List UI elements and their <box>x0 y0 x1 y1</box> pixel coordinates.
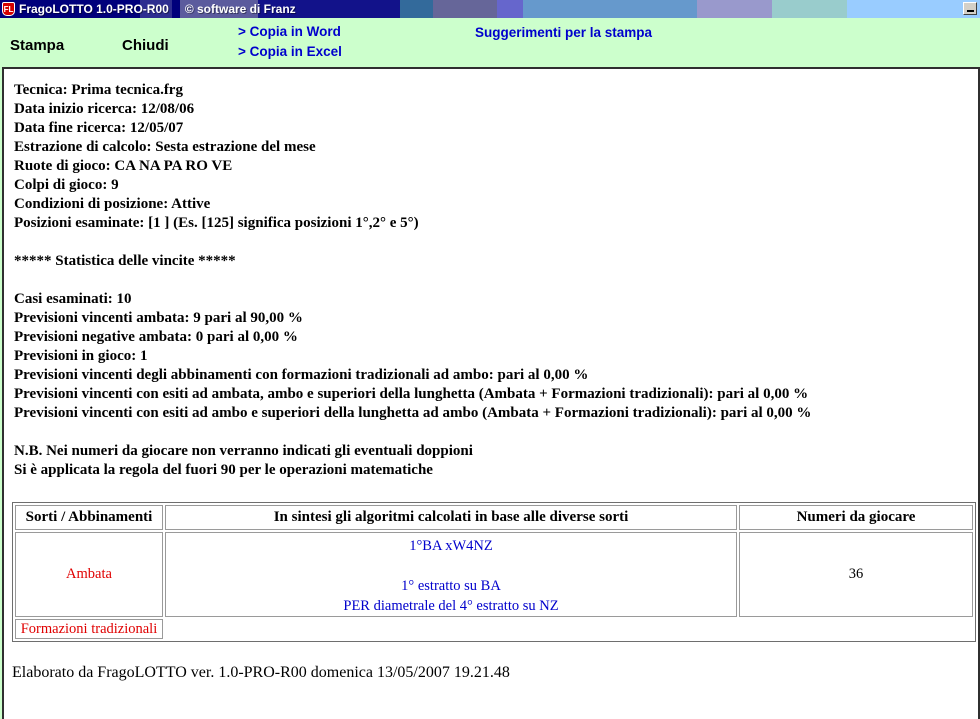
report-line <box>14 271 972 290</box>
table-header-row <box>15 505 973 530</box>
report-line: Data inizio ricerca: 12/08/06 <box>14 101 195 117</box>
report-line: Ruote di gioco: CA NA PA RO VE <box>14 158 233 174</box>
report-line <box>14 233 972 252</box>
algorithm-line: 1°BA xW4NZ <box>409 538 493 554</box>
header-sorti-abbinamenti: Sorti / Abbinamenti <box>15 505 163 530</box>
window-title: FragoLOTTO 1.0-PRO-R00 <box>19 2 169 16</box>
title-bar <box>0 0 980 18</box>
table-row-ambata <box>15 532 973 617</box>
report-panel <box>2 67 980 719</box>
report-line: Previsioni vincenti degli abbinamenti con formazioni tradizionali ad ambo: pari al 0,00 % <box>14 367 589 383</box>
report-text <box>4 69 978 480</box>
report-line: Casi esaminati: 10 <box>14 291 132 307</box>
report-line: Previsioni vincenti ambata: 9 pari al 90,00 % <box>14 310 303 326</box>
report-line: Condizioni di posizione: Attive <box>14 196 211 212</box>
minimize-button[interactable] <box>963 2 977 15</box>
cell-algorithm <box>165 532 737 617</box>
toolbar <box>0 18 980 67</box>
app-icon: FL <box>2 2 15 16</box>
report-line: Estrazione di calcolo: Sesta estrazione del mese <box>14 139 316 155</box>
results-table <box>12 502 976 642</box>
cell-numeri-da-giocare: 36 <box>739 532 973 617</box>
report-line: Previsioni negative ambata: 0 pari al 0,00 % <box>14 329 298 345</box>
minimize-icon <box>967 10 974 12</box>
copia-in-excel-link[interactable]: > Copia in Excel <box>238 44 342 59</box>
report-line: ***** Statistica delle vincite ***** <box>14 253 236 269</box>
header-numeri-da-giocare: Numeri da giocare <box>739 505 973 530</box>
table-row-formazioni <box>15 619 973 639</box>
empty-cell <box>165 619 973 639</box>
report-line: N.B. Nei numeri da giocare non verranno indicati gli eventuali doppioni <box>14 443 473 459</box>
report-line: Data fine ricerca: 12/05/07 <box>14 120 184 136</box>
report-line: Colpi di gioco: 9 <box>14 177 119 193</box>
chiudi-button[interactable]: Chiudi <box>122 37 169 54</box>
report-line: Previsioni vincenti con esiti ad ambo e superiori della lunghetta ad ambo (Ambata + Formazioni tradizionali): pari al 0,00 % <box>14 405 812 421</box>
report-line: Previsioni in gioco: 1 <box>14 348 148 364</box>
cell-sorte-ambata: Ambata <box>15 532 163 617</box>
header-algoritmi: In sintesi gli algoritmi calcolati in base alle diverse sorti <box>165 505 737 530</box>
elaborato-footer: Elaborato da FragoLOTTO ver. 1.0-PRO-R00 domenica 13/05/2007 19.21.48 <box>12 664 510 681</box>
report-line <box>14 423 972 442</box>
window-subtitle: © software di Franz <box>184 2 296 16</box>
report-line: Si è applicata la regola del fuori 90 per le operazioni matematiche <box>14 462 433 478</box>
stampa-button[interactable]: Stampa <box>10 37 65 54</box>
suggerimenti-stampa-link[interactable]: Suggerimenti per la stampa <box>475 25 653 40</box>
algorithm-line <box>166 556 736 576</box>
report-line: Previsioni vincenti con esiti ad ambata, ambo e superiori della lunghetta (Ambata + Formazioni tradizionali): pari al 0,00 % <box>14 386 809 402</box>
algorithm-line: PER diametrale del 4° estratto su NZ <box>343 598 559 614</box>
report-line: Posizioni esaminate: [1 ] (Es. [125] significa posizioni 1°,2° e 5°) <box>14 215 419 231</box>
cell-formazioni-tradizionali: Formazioni tradizionali <box>15 619 163 639</box>
copia-in-word-link[interactable]: > Copia in Word <box>238 24 341 39</box>
algorithm-line: 1° estratto su BA <box>401 578 501 594</box>
report-line: Tecnica: Prima tecnica.frg <box>14 82 183 98</box>
